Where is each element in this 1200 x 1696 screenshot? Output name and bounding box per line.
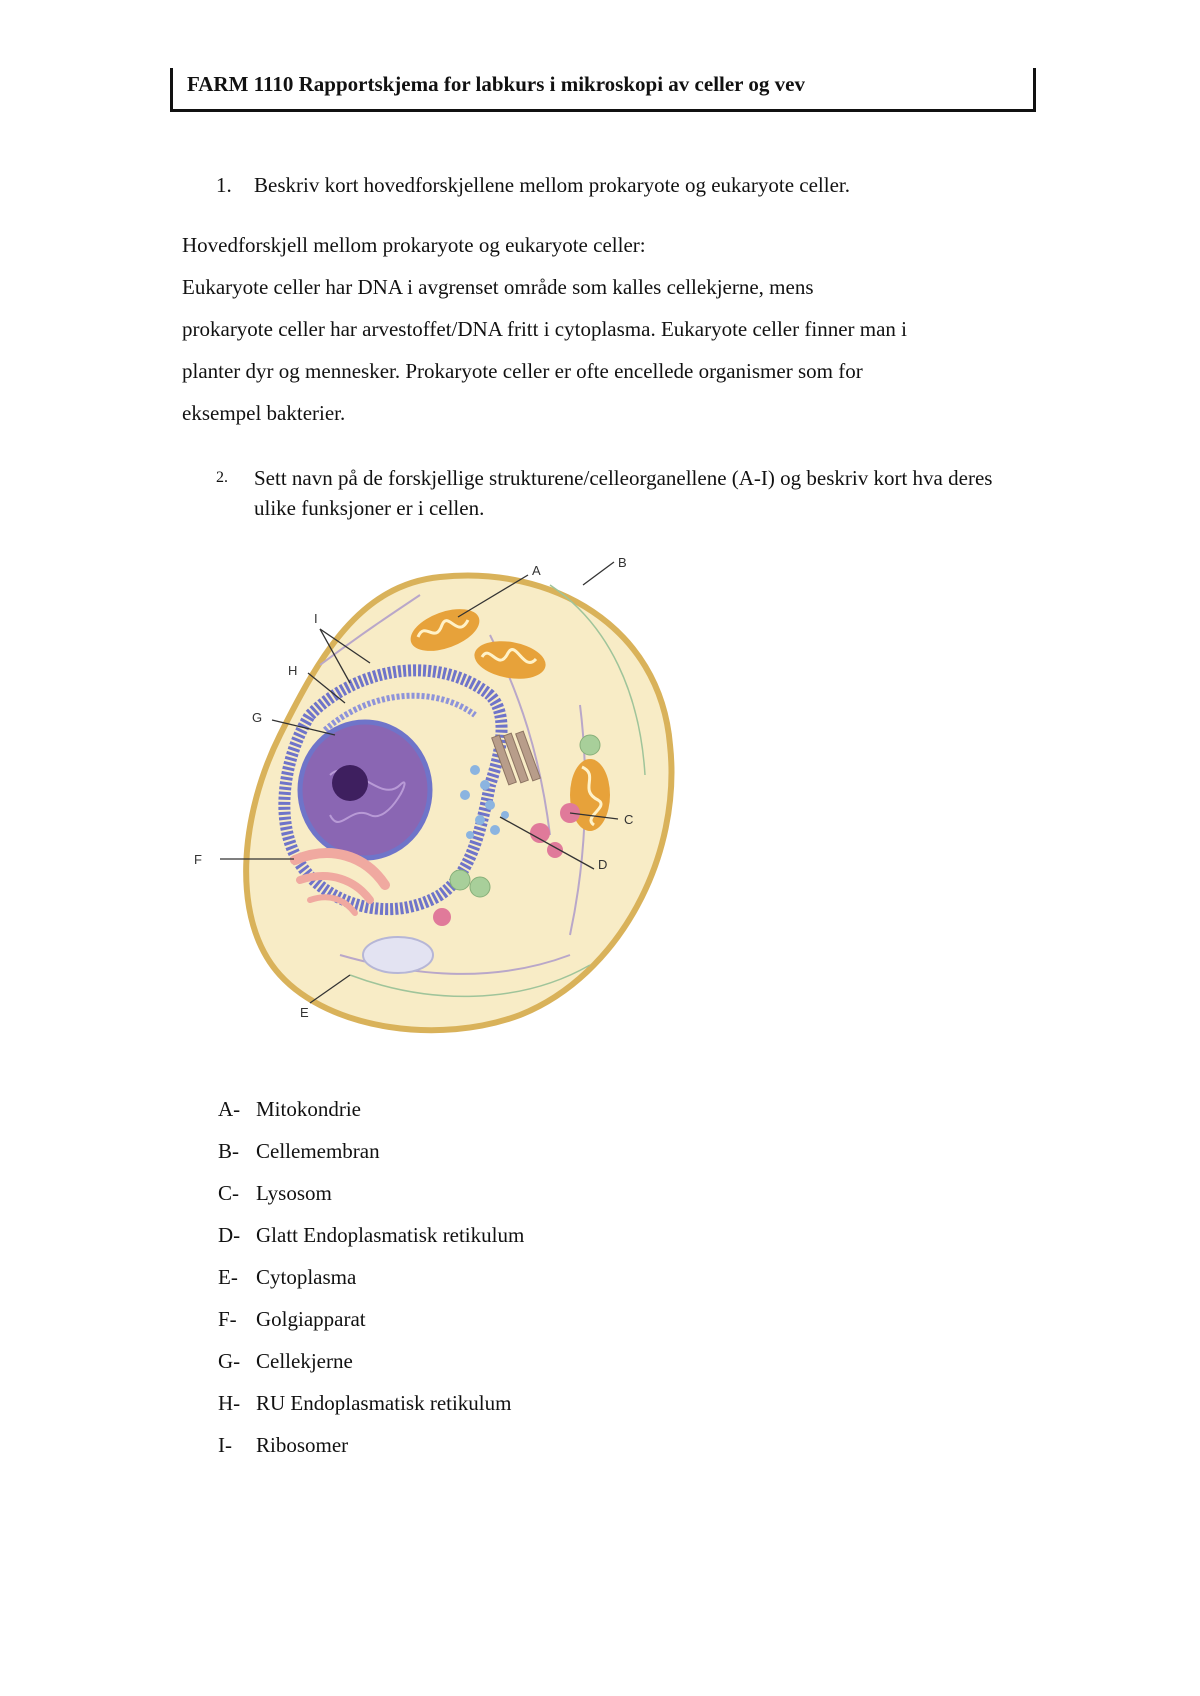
question-1-number: 1. <box>216 173 232 197</box>
header-title: FARM 1110 Rapportskjema for labkurs i mikroskopi av celler og vev <box>187 72 805 96</box>
answer-name: Golgiapparat <box>256 1307 366 1331</box>
lysosome <box>433 908 451 926</box>
answer-1-line: prokaryote celler har arvestoffet/DNA fritt i cytoplasma. Eukaryote celler finner man i <box>182 317 907 341</box>
vesicle <box>470 877 490 897</box>
answer-1-line: eksempel bakterier. <box>182 401 346 425</box>
answer-1-line: Eukaryote celler har DNA i avgrenset område som kalles cellekjerne, mens <box>182 275 814 299</box>
answer-1 <box>182 224 1042 434</box>
answer-name: Mitokondrie <box>256 1097 361 1121</box>
answer-letter: C- <box>218 1181 239 1205</box>
answer-name: Cytoplasma <box>256 1265 357 1289</box>
answer-name: Glatt Endoplasmatisk retikulum <box>256 1223 525 1247</box>
answer-1-line: planter dyr og mennesker. Prokaryote celler er ofte encellede organismer som for <box>182 359 863 383</box>
diagram-letter-d: D <box>598 857 608 872</box>
answer-name: Cellekjerne <box>256 1349 353 1373</box>
question-2-number: 2. <box>216 469 228 486</box>
lysosome <box>530 823 550 843</box>
diagram-letter-i: I <box>314 611 318 626</box>
answer-letter: F- <box>218 1307 237 1331</box>
answer-name: Lysosom <box>256 1181 332 1205</box>
nucleolus <box>332 765 368 801</box>
animal-cell-diagram <box>190 555 710 1065</box>
diagram-letter-c: C <box>624 812 634 827</box>
answer-name: Cellemembran <box>256 1139 380 1163</box>
question-2 <box>216 463 1036 527</box>
diagram-letter-b: B <box>618 555 627 570</box>
answer-letter: I- <box>218 1433 232 1457</box>
vesicle <box>580 735 600 755</box>
answer-letter: A- <box>218 1097 241 1121</box>
question-2-text: Sett navn på de forskjellige strukturene/celleorganellene (A-I) og beskriv kort hva deres ulike funksjoner er i cellen. <box>254 466 993 520</box>
diagram-letter-f: F <box>194 852 202 867</box>
vacuole <box>363 937 433 973</box>
answer-letter: E- <box>218 1265 238 1289</box>
answer-1-line: Hovedforskjell mellom prokaryote og eukaryote celler: <box>182 233 646 257</box>
answer-letter: D- <box>218 1223 241 1247</box>
answer-letter: G- <box>218 1349 241 1373</box>
diagram-letter-h: H <box>288 663 298 678</box>
answer-name: Ribosomer <box>256 1433 349 1457</box>
diagram-letter-e: E <box>300 1005 309 1020</box>
answer-letter: H- <box>218 1391 241 1415</box>
answer-letter: B- <box>218 1139 239 1163</box>
vesicle <box>450 870 470 890</box>
header-box <box>170 68 1036 112</box>
answer-name: RU Endoplasmatisk retikulum <box>256 1391 512 1415</box>
question-1 <box>216 170 1036 204</box>
diagram-letter-g: G <box>252 710 263 725</box>
diagram-letter-a: A <box>532 563 541 578</box>
question-1-text: Beskriv kort hovedforskjellene mellom prokaryote og eukaryote celler. <box>254 173 850 197</box>
